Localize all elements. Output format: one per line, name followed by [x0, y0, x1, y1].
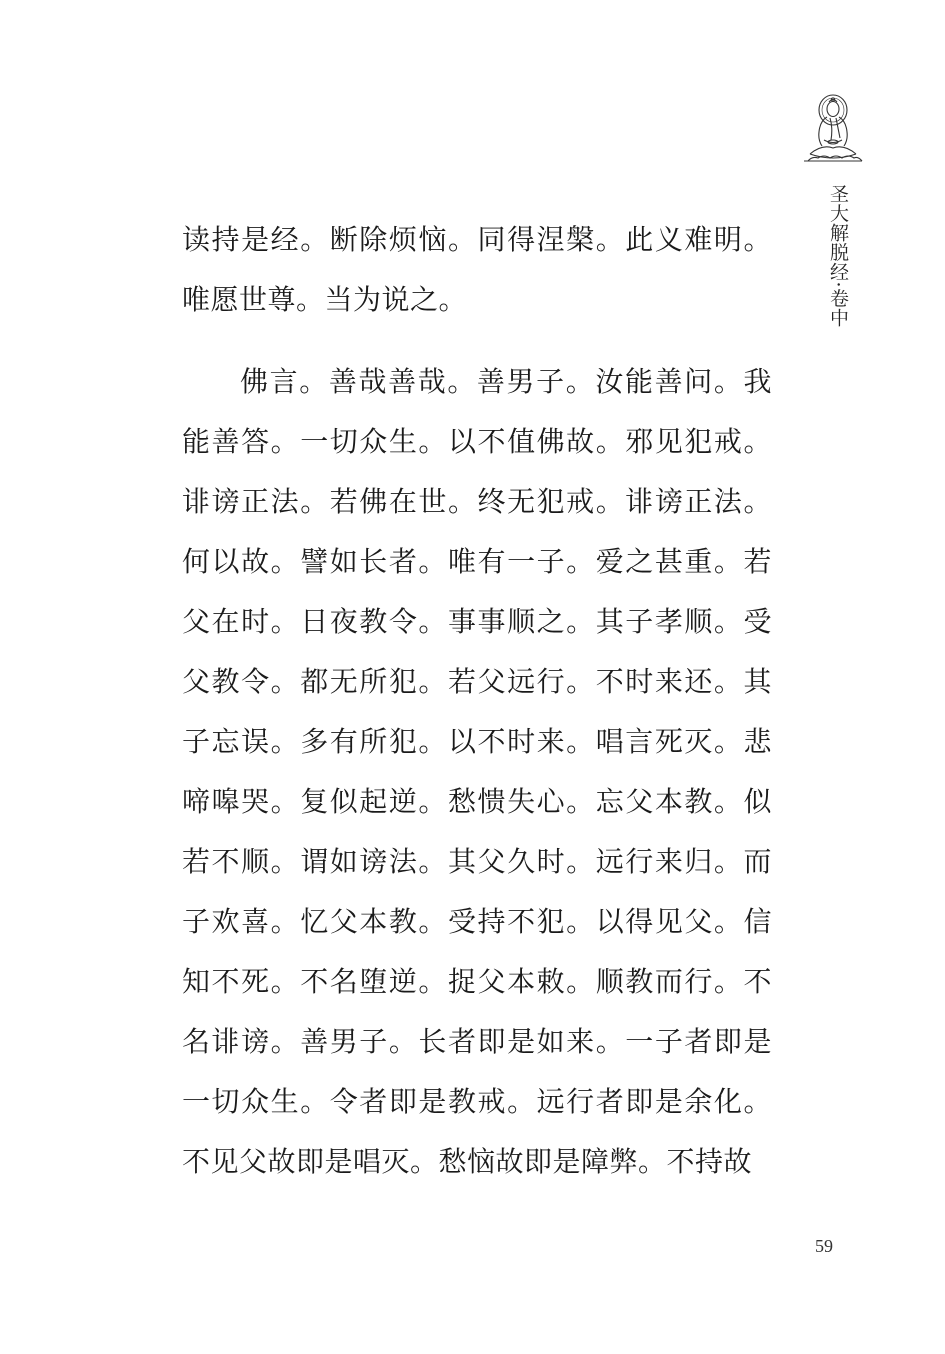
- seated-buddha-icon: [800, 88, 866, 168]
- body-text: [182, 210, 772, 1192]
- page-number: 59: [815, 1236, 833, 1256]
- paragraph-continued: 读持是经。断除烦恼。同得涅槃。此义难明。唯愿世尊。当为说之。: [182, 223, 772, 316]
- running-title: 圣大解脱经·卷中: [827, 184, 849, 328]
- paragraph-buddha-reply: 佛言。善哉善哉。善男子。汝能善问。我能善答。一切众生。以不值佛故。邪见犯戒。诽谤正法。若佛在世。终无犯戒。诽谤正法。何以故。譬如长者。唯有一子。爱之甚重。若父在时。日夜教令。事事顺之。其子孝顺。受父教令。都无所犯。若父远行。不时来还。其子忘误。多有所犯。以不时来。唱言死灭。悲啼嗥哭。复似起逆。愁愦失心。忘父本教。似若不顺。谓如谤法。其父久时。远行来归。而子欢喜。忆父本教。受持不犯。以得见父。信知不死。不名堕逆。捉父本敕。顺教而行。不名诽谤。善男子。长者即是如来。一子者即是一切众生。令者即是教戒。远行者即是余化。不见父故即是唱灭。愁恼故即是障弊。不持故: [182, 365, 772, 1178]
